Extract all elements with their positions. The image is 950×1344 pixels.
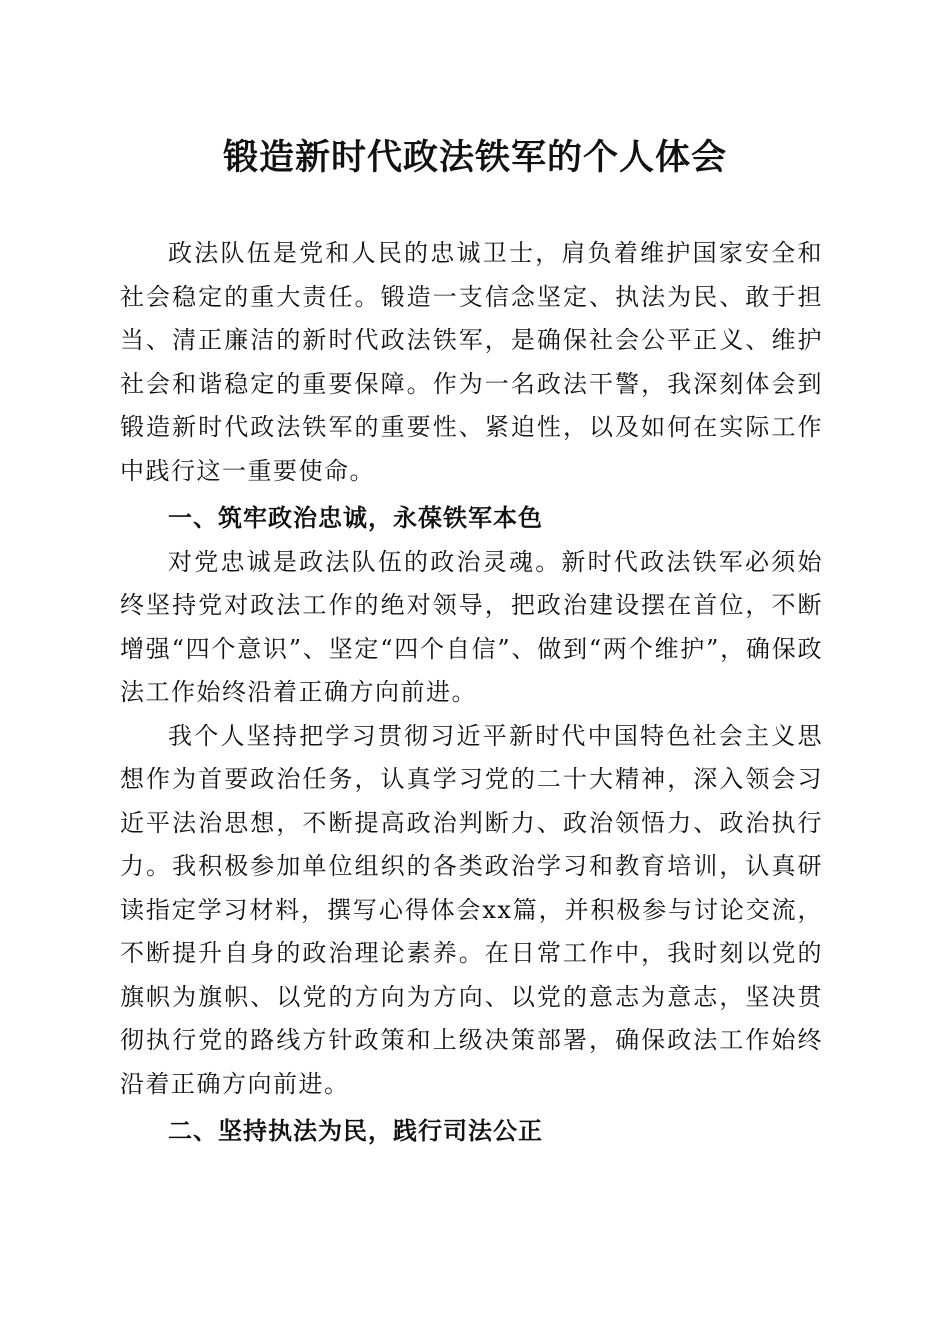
section-heading-1: 一、筑牢政治忠诚，永葆铁军本色	[168, 504, 543, 532]
section-heading-2: 二、坚持执法为民，践行司法公正	[168, 1117, 543, 1145]
document-title: 锻造新时代政法铁军的个人体会	[222, 138, 727, 178]
intro-paragraph: 政法队伍是党和人民的忠诚卫士，肩负着维护国家安全和社会稳定的重大责任。锻造一支信念坚定、执法为民、敢于担当、清正廉洁的新时代政法铁军，是确保社会公平正义、维护社会和谐稳定的重要保障。作为一名政法干警，我深刻体会到锻造新时代政法铁军的重要性、紧迫性，以及如何在实际工作中践行这一重要使命。	[120, 239, 823, 485]
document-body	[120, 232, 823, 1154]
section-1-paragraph-2: 我个人坚持把学习贯彻习近平新时代中国特色社会主义思想作为首要政治任务，认真学习党的二十大精神，深入领会习近平法治思想，不断提高政治判断力、政治领悟力、政治执行力。我积极参加单位组织的各类政治学习和教育培训，认真研读指定学习材料，撰写心得体会xx篇，并积极参与讨论交流，不断提升自身的政治理论素养。在日常工作中，我时刻以党的旗帜为旗帜、以党的方向为方向、以党的意志为意志，坚决贯彻执行党的路线方针政策和上级决策部署，确保政法工作始终沿着正确方向前进。	[120, 721, 823, 1098]
section-1-paragraph-1: 对党忠诚是政法队伍的政治灵魂。新时代政法铁军必须始终坚持党对政法工作的绝对领导，把政治建设摆在首位，不断增强“四个意识”、坚定“四个自信”、做到“两个维护”，确保政法工作始终沿着正确方向前进。	[120, 547, 823, 706]
